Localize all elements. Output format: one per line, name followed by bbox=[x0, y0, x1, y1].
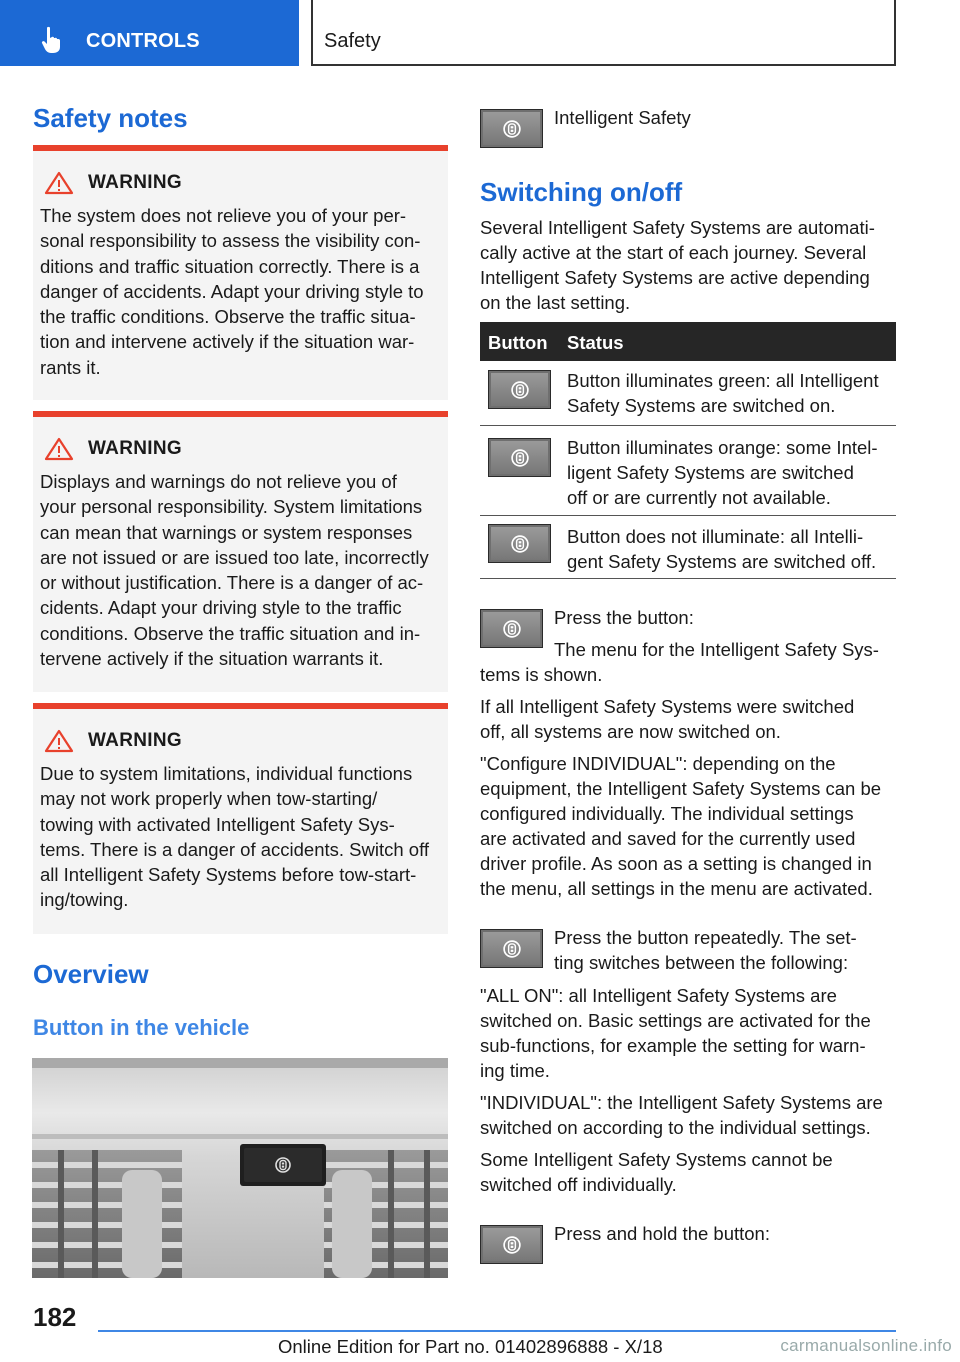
intelligent-safety-icon bbox=[511, 535, 529, 553]
intelligent-safety-button-image bbox=[480, 109, 543, 148]
intelligent-safety-icon bbox=[503, 940, 521, 958]
edition-text: Online Edition for Part no. 01402896888 - X/18 bbox=[278, 1336, 663, 1357]
intelligent-safety-icon bbox=[503, 120, 521, 138]
warning-box-3 bbox=[33, 703, 448, 934]
footer-divider bbox=[98, 1330, 896, 1332]
table-header bbox=[480, 322, 896, 361]
switching-heading: Switching on/off bbox=[480, 177, 683, 207]
warning-title: WARNING bbox=[88, 438, 182, 459]
press-button-text: Press the button: bbox=[554, 607, 694, 628]
page-number: 182 bbox=[33, 1302, 77, 1332]
status-text: Button does not illuminate: all Intelli- gent Safety Systems are switched off. bbox=[567, 526, 877, 572]
press-hold-text: Press and hold the button: bbox=[554, 1223, 770, 1244]
warning-text: Displays and warnings do not relieve you of your personal responsibility. System limitations can mean that warnings or system responses are not issued or are issued too late, incorrectly or without justification. There is a danger of ac- cidents. Adapt your driving style to the traffic conditions. Observe the traffic situation and in- tervene actively if the situation warrants it. bbox=[40, 471, 429, 670]
if-all-paragraph: If all Intelligent Safety Systems were switched off, all systems are now switched on. bbox=[480, 696, 855, 742]
button-green-image bbox=[488, 370, 551, 409]
configure-paragraph: "Configure INDIVIDUAL": depending on the equipment, the Intelligent Safety Systems can be configured individually. The individual settings are activated and saved for the currently used driver profile. As soon as a setting is changed in the menu, all settings in the menu are activated. bbox=[480, 753, 882, 899]
switching-paragraph: Several Intelligent Safety Systems are automati- cally active at the start of each journey. Several Intelligent Safety Systems are active depending on the last setting. bbox=[480, 217, 875, 313]
warning-text: The system does not relieve you of your per- sonal responsibility to assess the visibility con- ditions and traffic situation correctly. There is a danger of accidents. Adapt your driving style to the traffic conditions. Observe the traffic situa- tion and intervene actively if the situation war- rants it. bbox=[40, 205, 424, 378]
watermark-text: carmanualsonline.info bbox=[780, 1336, 952, 1355]
table-row bbox=[480, 361, 896, 426]
intelligent-safety-button-image bbox=[480, 929, 543, 968]
intelligent-safety-button-image bbox=[480, 1225, 543, 1264]
hand-pointer-icon bbox=[40, 26, 62, 54]
section-title: Safety bbox=[324, 30, 381, 52]
warning-title: WARNING bbox=[88, 730, 182, 751]
overview-heading: Overview bbox=[33, 959, 149, 989]
warning-text: Due to system limitations, individual functions may not work properly when tow-starting/ towing with activated Intelligent Safety Sys- tems. There is a danger of accidents. Switch off all Intelligent Safety Systems before tow-start- ing/towing. bbox=[40, 763, 430, 911]
intro-label: Intelligent Safety bbox=[554, 107, 691, 128]
intelligent-safety-icon bbox=[511, 449, 529, 467]
safety-notes-heading: Safety notes bbox=[33, 103, 188, 133]
intelligent-safety-button-image bbox=[480, 609, 543, 648]
button-in-vehicle-heading: Button in the vehicle bbox=[33, 1015, 250, 1040]
cannot-paragraph: Some Intelligent Safety Systems cannot be switched off individually. bbox=[480, 1149, 833, 1195]
table-row bbox=[480, 516, 896, 579]
warning-triangle-icon bbox=[44, 437, 74, 461]
warning-triangle-icon bbox=[44, 171, 74, 195]
button-status-table bbox=[480, 322, 896, 579]
intelligent-safety-icon bbox=[511, 381, 529, 399]
press-repeatedly-text: Press the button repeatedly. The set- ting switches between the following: bbox=[554, 927, 857, 973]
warning-box-2 bbox=[33, 411, 448, 692]
warning-triangle-icon bbox=[44, 729, 74, 753]
all-on-paragraph: "ALL ON": all Intelligent Safety Systems are switched on. Basic settings are activated for the sub-functions, for example the setting for warn- ing time. bbox=[480, 985, 871, 1081]
vehicle-button-photo bbox=[32, 1058, 448, 1278]
column-header-status: Status bbox=[567, 332, 624, 353]
intelligent-safety-icon bbox=[503, 1236, 521, 1254]
menu-shown-text-1: The menu for the Intelligent Safety Sys- bbox=[554, 639, 879, 660]
individual-paragraph: "INDIVIDUAL": the Intelligent Safety Systems are switched on according to the individual settings. bbox=[480, 1092, 883, 1138]
table-row bbox=[480, 426, 896, 516]
warning-box-1 bbox=[33, 145, 448, 400]
column-header-button: Button bbox=[488, 332, 548, 353]
button-off-image bbox=[488, 524, 551, 563]
menu-shown-text-2: tems is shown. bbox=[480, 664, 603, 685]
chapter-label: CONTROLS bbox=[86, 30, 200, 52]
status-text: Button illuminates orange: some Intel- ligent Safety Systems are switched off or are currently not available. bbox=[567, 437, 878, 508]
status-text: Button illuminates green: all Intelligent Safety Systems are switched on. bbox=[567, 370, 879, 416]
section-header-frame bbox=[311, 0, 896, 66]
chapter-tab bbox=[0, 0, 299, 66]
intelligent-safety-icon bbox=[503, 620, 521, 638]
button-orange-image bbox=[488, 438, 551, 477]
warning-title: WARNING bbox=[88, 172, 182, 193]
